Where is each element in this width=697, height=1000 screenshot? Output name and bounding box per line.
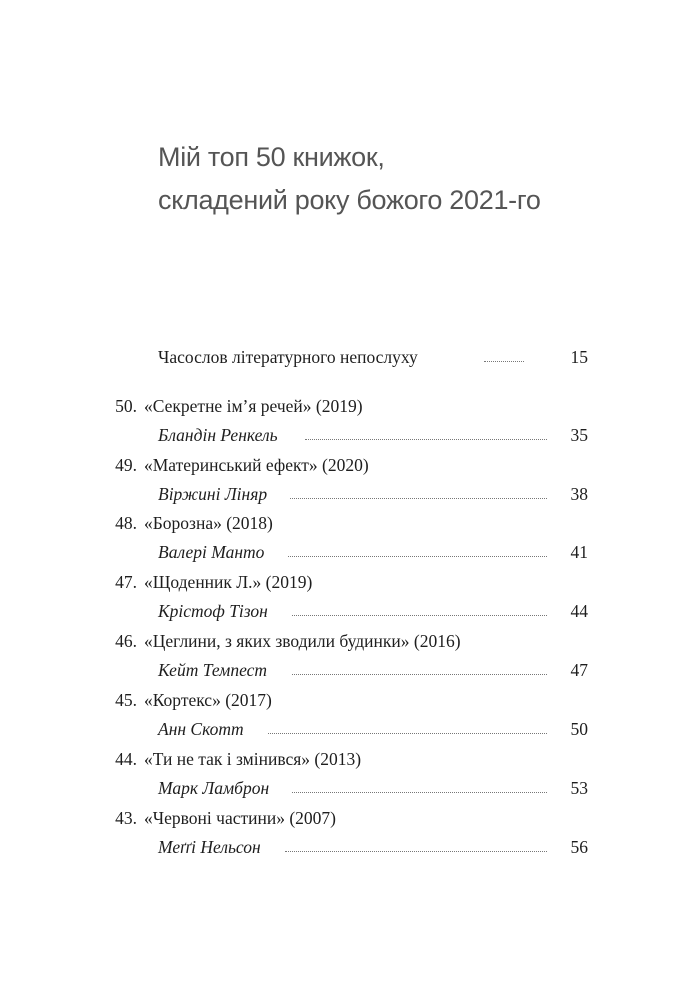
entry-author: Марк Ламброн [158,778,270,798]
entry-book-title: «Червоні частини» (2007) [144,808,336,828]
entry-page: 56 [570,837,588,857]
entry-number: 46. [115,631,137,651]
entry-book-title: «Ти не так і змінився» (2013) [144,749,362,769]
toc-entry-author-row[interactable] [0,655,697,685]
entry-book-title: «Материнський ефект» (2020) [144,455,369,475]
entry-page: 47 [570,660,588,680]
entry-number: 49. [115,455,137,475]
entry-number: 44. [115,749,137,769]
dot-leader [285,821,547,852]
entry-number: 50. [115,396,137,416]
toc-intro-page: 15 [570,347,588,367]
toc-intro-row[interactable] [0,342,697,372]
entry-author: Валері Манто [158,542,265,562]
entry-number: 47. [115,572,137,592]
entry-book-title: «Борозна» (2018) [144,513,273,533]
entry-page: 44 [570,601,588,621]
toc-intro-title: Часослов літературного непослуху [158,347,418,367]
entry-author: Віржині Лiняр [158,484,268,504]
dot-leader [292,644,547,675]
entry-author: Меґґі Нельсон [158,837,261,857]
toc-entry-author-row[interactable] [0,596,697,626]
entry-page: 41 [570,542,588,562]
entry-number: 43. [115,808,137,828]
entry-page: 53 [570,778,588,798]
entry-page: 50 [570,719,588,739]
dot-leader [268,703,547,734]
dot-leader [288,526,547,557]
entry-book-title: «Секретне ім’я речей» (2019) [144,396,363,416]
entry-page: 35 [570,425,588,445]
entry-book-title: «Щоденник Л.» (2019) [144,572,313,592]
dot-leader [290,468,547,499]
toc-entry-author-row[interactable] [0,832,697,862]
toc-entry-author-row[interactable] [0,479,697,509]
entry-number: 45. [115,690,137,710]
dot-leader [292,585,547,616]
dot-leader [484,331,524,362]
entry-author: Кейт Темпест [158,660,268,680]
toc-entry-author-row[interactable] [0,537,697,567]
page-title-line-2: складений року божого 2021-го [158,185,541,215]
entry-book-title: «Кортекс» (2017) [144,690,272,710]
dot-leader [292,762,547,793]
toc-entry-author-row[interactable] [0,420,697,450]
page-title-line-1: Мій топ 50 книжок, [158,142,385,172]
toc-entry-author-row[interactable] [0,773,697,803]
entry-number: 48. [115,513,137,533]
entry-author: Бландін Ренкель [158,425,278,445]
entry-author: Крістоф Тізон [158,601,268,621]
entry-book-title: «Цеглини, з яких зводили будинки» (2016) [144,631,461,651]
toc-entry-author-row[interactable] [0,714,697,744]
entry-page: 38 [570,484,588,504]
dot-leader [305,409,547,440]
entry-author: Анн Скотт [158,719,244,739]
